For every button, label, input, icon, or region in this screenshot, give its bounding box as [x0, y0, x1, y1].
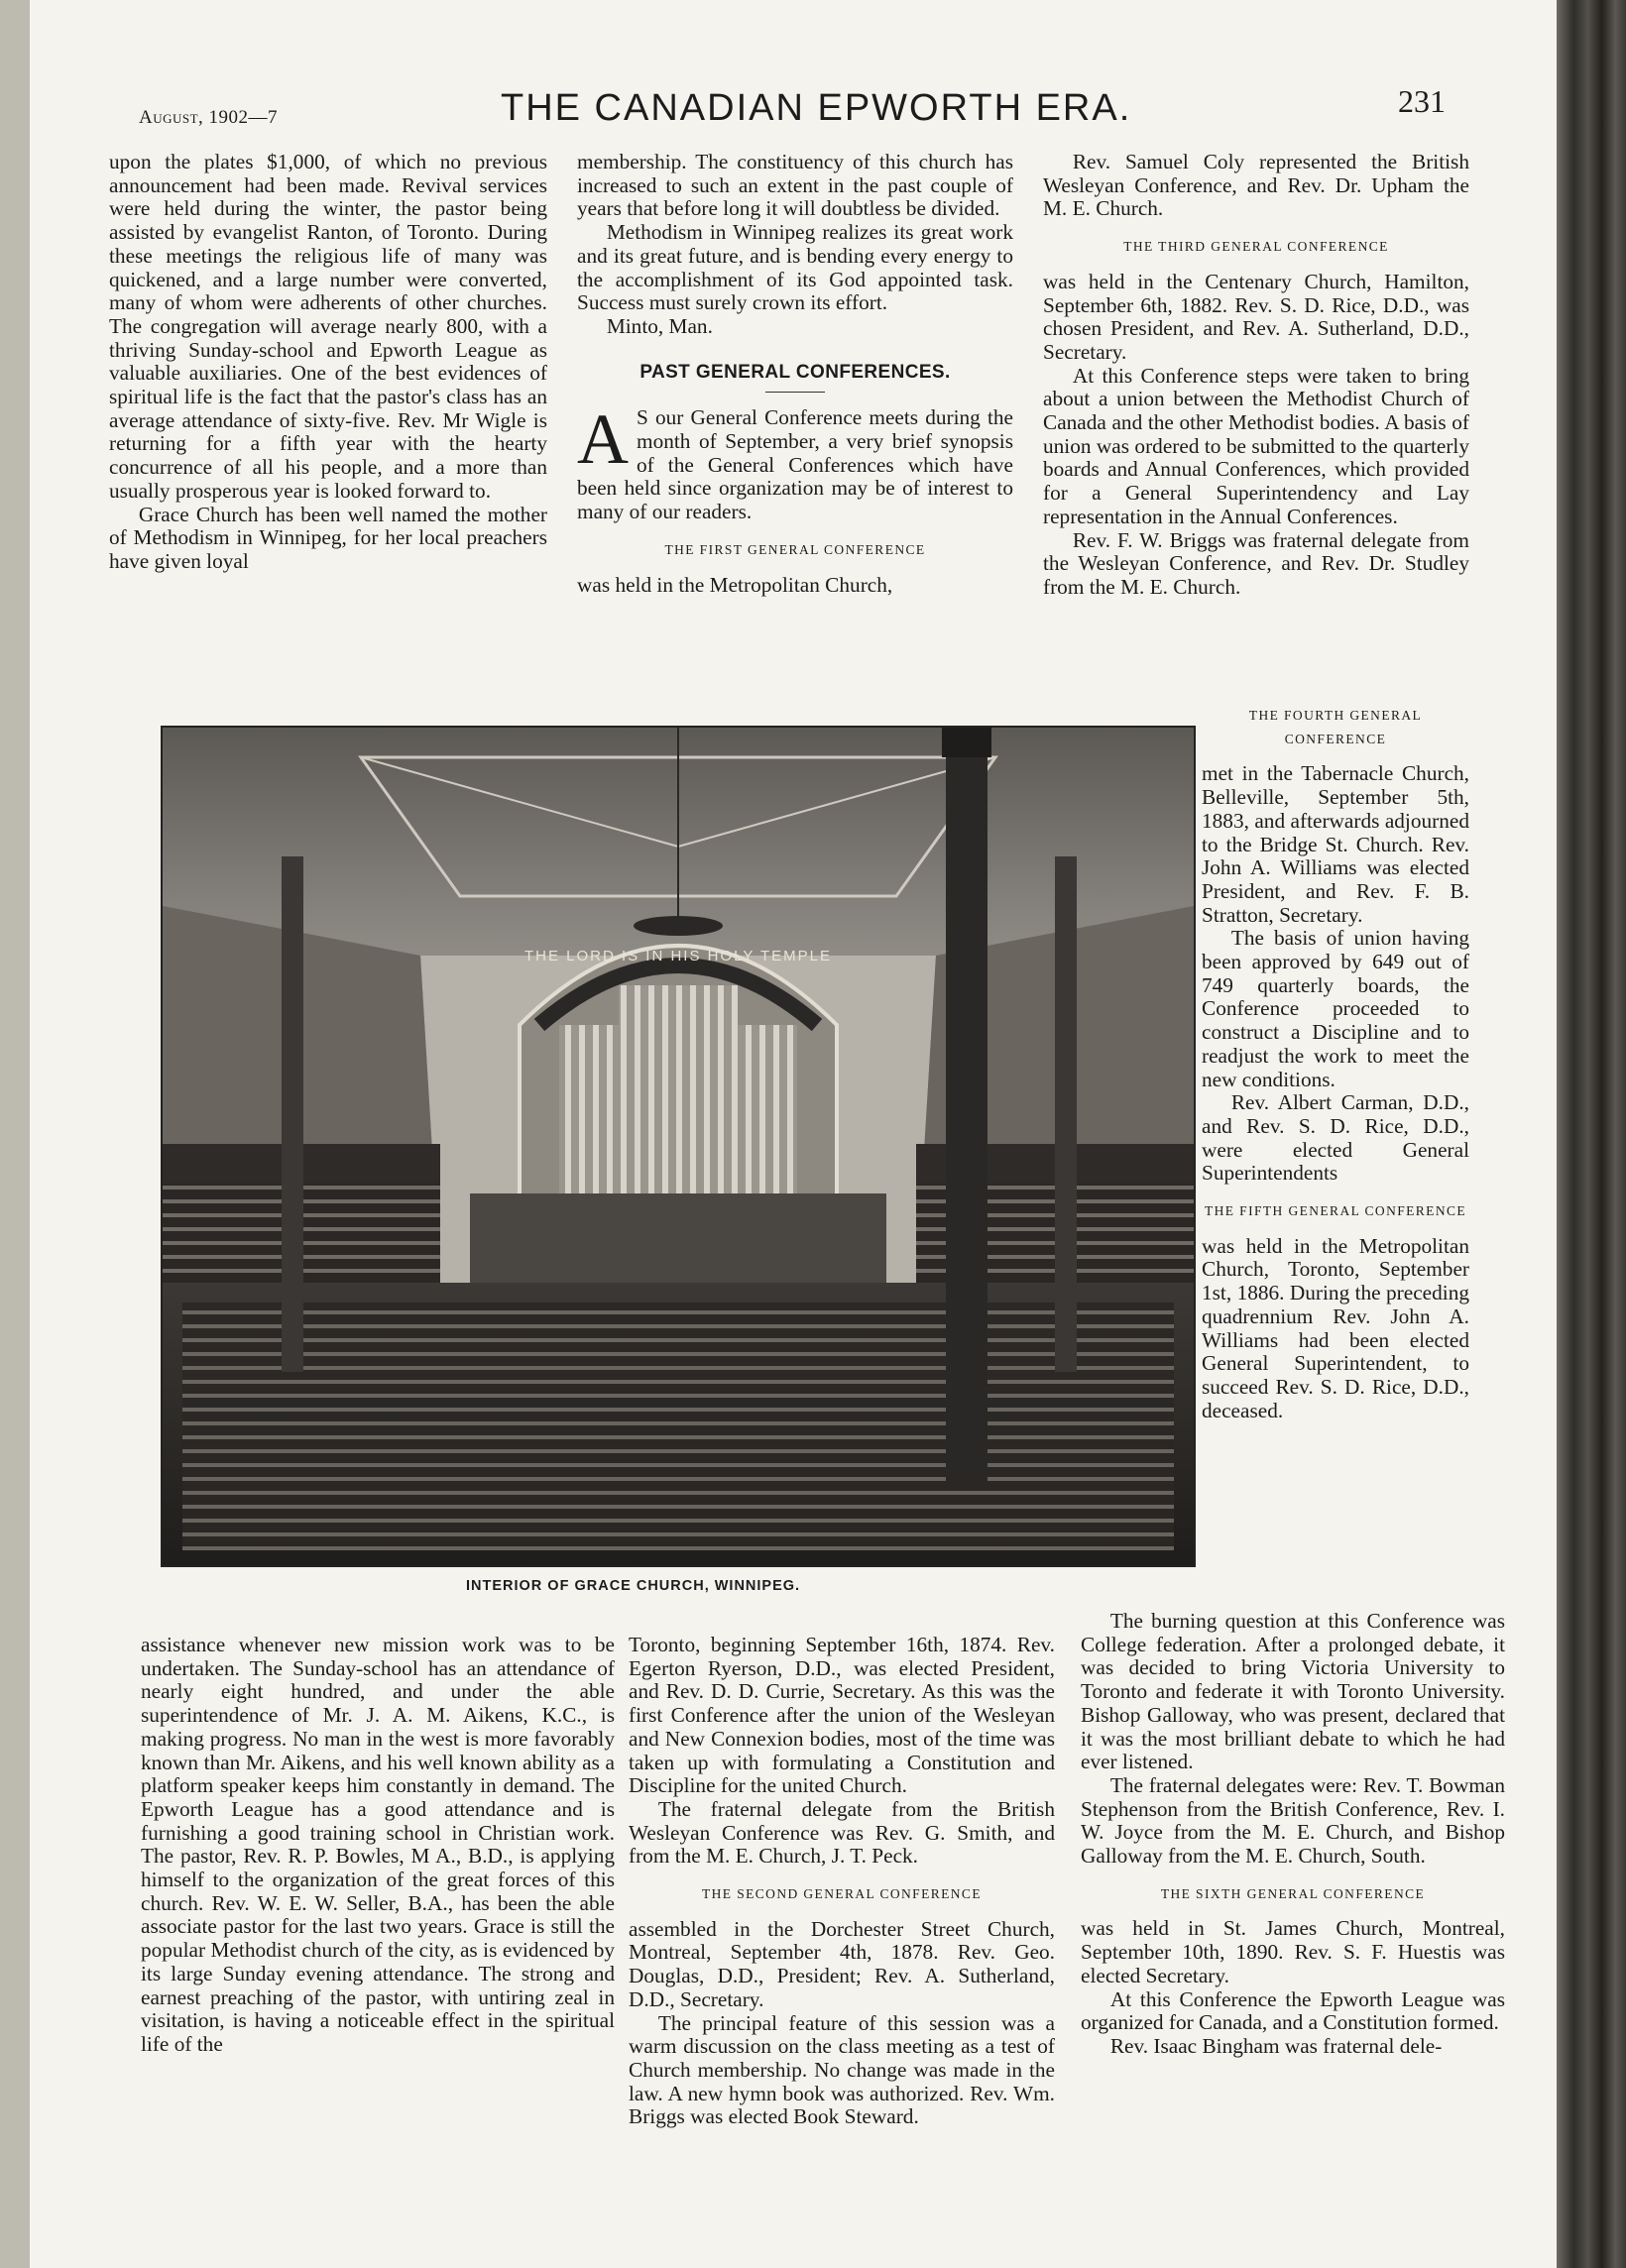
paragraph: upon the plates $1,000, of which no previous announcement had been made. Revival services were held during the winter, the pastor being assisted by evangelist Ranton, of Toronto. During these meetings the religious life of many was quickened, and a large number were converted, many of whom were adherents of other churches. The congregation will average nearly 800, with a thriving Sunday-school and Epworth League as valuable auxiliaries. One of the best evidences of spiritual life is the fact that the pastor's class has an average attendance of sixty-five. Rev. Mr Wigle is returning for a fifth year with the hearty concurrence of all his people, and a more than usually prosperous year is looked forward to.	[109, 150, 547, 503]
paragraph: At this Conference steps were taken to bring about a union between the Methodist Church of Canada and the other Methodist bodies. A basis of union was ordered to be submitted to the quarterly boards and Annual Conferences, which provided for a General Superintendency and Lay representation in the Annual Conferences.	[1043, 363, 1469, 528]
paragraph: Rev. Samuel Coly represented the British Wesleyan Conference, and Rev. Dr. Upham the M. E. Church.	[1043, 150, 1469, 221]
paragraph: The principal feature of this session was a warm discussion on the class meeting as a test of Church membership. No change was made in the law. A new hymn book was authorized. Rev. Wm. Briggs was elected Book Steward.	[629, 2010, 1055, 2129]
subheading: THE SIXTH GENERAL CONFERENCE	[1160, 1885, 1426, 1901]
column-3-narrow	[1202, 704, 1469, 1422]
paragraph: assistance whenever new mission work was to be undertaken. The Sunday-school has an attendance of nearly eight hundred, and under the able superintendence of Mr. J. A. M. Aikens, K.C., is making progress. No man in the west is more favorably known than Mr. Aikens, and his well known ability as a platform speaker keeps him constantly in demand. The Epworth League has a good attendance and is furnishing a good training school in Christian work. The pastor, Rev. R. P. Bowles, M A., B.D., is applying himself to the organization of the great forces of this church. Rev. W. E. W. Seller, B.A., has been the able associate pastor for the last two years. Grace is still the popular Methodist church of the city, as is evidenced by its large Sunday evening attendance. The strong and earnest preaching of the pastor, with untiring zeal in visitation, is having a noticeable effect in the spiritual life of the	[141, 1633, 615, 2056]
column-3-bottom	[1081, 1610, 1505, 2059]
column-3-top	[1043, 151, 1469, 600]
paragraph: met in the Tabernacle Church, Belleville, September 5th, 1883, and afterwards adjourned to the Bridge St. Church. Rev. John A. Williams was elected President, and Rev. F. B. Stratton, Secretary.	[1202, 761, 1469, 927]
column-2-bottom	[629, 1634, 1055, 2129]
paragraph: The basis of union having been approved by 649 out of 749 quarterly boards, the Conference proceeded to construct a Discipline and to readjust the work to meet the new conditions.	[1202, 926, 1469, 1091]
paragraph: Rev. Isaac Bingham was fraternal dele-	[1109, 2033, 1443, 2058]
paragraph: assembled in the Dorchester Street Church, Montreal, September 4th, 1878. Rev. Geo. Douglas, D.D., President; Rev. A. Sutherland, D.D., Secretary.	[629, 1916, 1055, 2011]
section-heading: PAST GENERAL CONFERENCES.	[639, 361, 951, 383]
subheading: THE FOURTH GENERAL CONFERENCE	[1248, 708, 1423, 746]
paragraph: The burning question at this Conference was College federation. After a prolonged debate, it was decided to bring Victoria University to Toronto and federate it with Toronto University. Bishop Galloway, who was present, declared that it was the most brilliant debate to which he had ever listened.	[1081, 1609, 1505, 1774]
column-2-top	[577, 151, 1013, 597]
paragraph: Methodism in Winnipeg realizes its great work and its great future, and is bending every energy to the accomplishment of its God appointed task. Success must surely crown its effort.	[577, 220, 1013, 315]
paragraph: At this Conference the Epworth League was organized for Canada, and a Constitution formed.	[1081, 1986, 1505, 2035]
paragraph: membership. The constituency of this church has increased to such an extent in the past couple of years that before long it will doubtless be divided.	[577, 150, 1013, 221]
paragraph: Grace Church has been well named the mother of Methodism in Winnipeg, for her local preachers have given loyal	[109, 502, 547, 573]
magazine-page	[30, 0, 1557, 2268]
paragraph: was held in the Metropolitan Church,	[577, 572, 893, 597]
subheading: THE SECOND GENERAL CONFERENCE	[702, 1886, 982, 1902]
column-1-top	[109, 151, 547, 574]
paragraph: was held in the Centenary Church, Hamilton, September 6th, 1882. Rev. S. D. Rice, D.D., was chosen President, and Rev. A. Sutherland, D.D., Secretary.	[1043, 269, 1469, 364]
magazine-title: THE CANADIAN EPWORTH ERA.	[501, 87, 1132, 129]
paragraph: Rev. F. W. Briggs was fraternal delegate from the Wesleyan Conference, and Rev. Dr. Studley from the M. E. Church.	[1043, 527, 1469, 599]
church-interior-photo	[161, 726, 1196, 1567]
paragraph: The fraternal delegates were: Rev. T. Bowman Stephenson from the British Conference, Rev. I. W. Joyce from the M. E. Church, and Bishop Galloway from the M. E. Church, South.	[1081, 1772, 1505, 1869]
photo-caption: INTERIOR OF GRACE CHURCH, WINNIPEG.	[466, 1578, 801, 1594]
arch-inscription: THE LORD IS IN HIS HOLY TEMPLE	[523, 948, 833, 964]
scan-left-edge	[0, 0, 30, 2268]
paragraph: was held in the Metropolitan Church, Toronto, September 1st, 1886. During the preceding quadrennium Rev. John A. Williams had been elected General Superintendent, to succeed Rev. S. D. Rice, D.D., deceased.	[1202, 1233, 1469, 1422]
drop-cap: A	[577, 399, 629, 480]
subheading: THE THIRD GENERAL CONFERENCE	[1123, 239, 1389, 255]
issue-date: August, 1902—7	[139, 107, 279, 128]
subheading: THE FIRST GENERAL CONFERENCE	[664, 541, 926, 557]
paragraph: Rev. Albert Carman, D.D., and Rev. S. D. Rice, D.D., were elected General Superintendents	[1202, 1090, 1469, 1186]
intro-paragraph	[577, 399, 1013, 524]
column-1-bottom	[141, 1634, 615, 2057]
signature: Minto, Man.	[606, 313, 713, 338]
subheading: THE FIFTH GENERAL CONFERENCE	[1204, 1203, 1467, 1219]
church-interior-illustration	[163, 728, 1194, 1565]
paragraph: Toronto, beginning September 16th, 1874. Rev. Egerton Ryerson, D.D., was elected President, and Rev. D. D. Currie, Secretary. As this was the first Conference after the union of the Wesleyan and New Connexion bodies, most of the time was taken up with formulating a Constitution and Discipline for the united Church.	[629, 1633, 1055, 1798]
page-number: 231	[1398, 83, 1446, 119]
divider	[765, 392, 825, 393]
paragraph: The fraternal delegate from the British Wesleyan Conference was Rev. G. Smith, and from the M. E. Church, J. T. Peck.	[629, 1796, 1055, 1869]
book-binding-edge	[1557, 0, 1626, 2268]
intro-text: S our General Conference meets during the month of September, a very brief synopsis of the General Conferences which have been held since organization may be of interest to many of our readers.	[577, 405, 1013, 524]
paragraph: was held in St. James Church, Montreal, September 10th, 1890. Rev. S. F. Huestis was elected Secretary.	[1081, 1916, 1505, 1987]
